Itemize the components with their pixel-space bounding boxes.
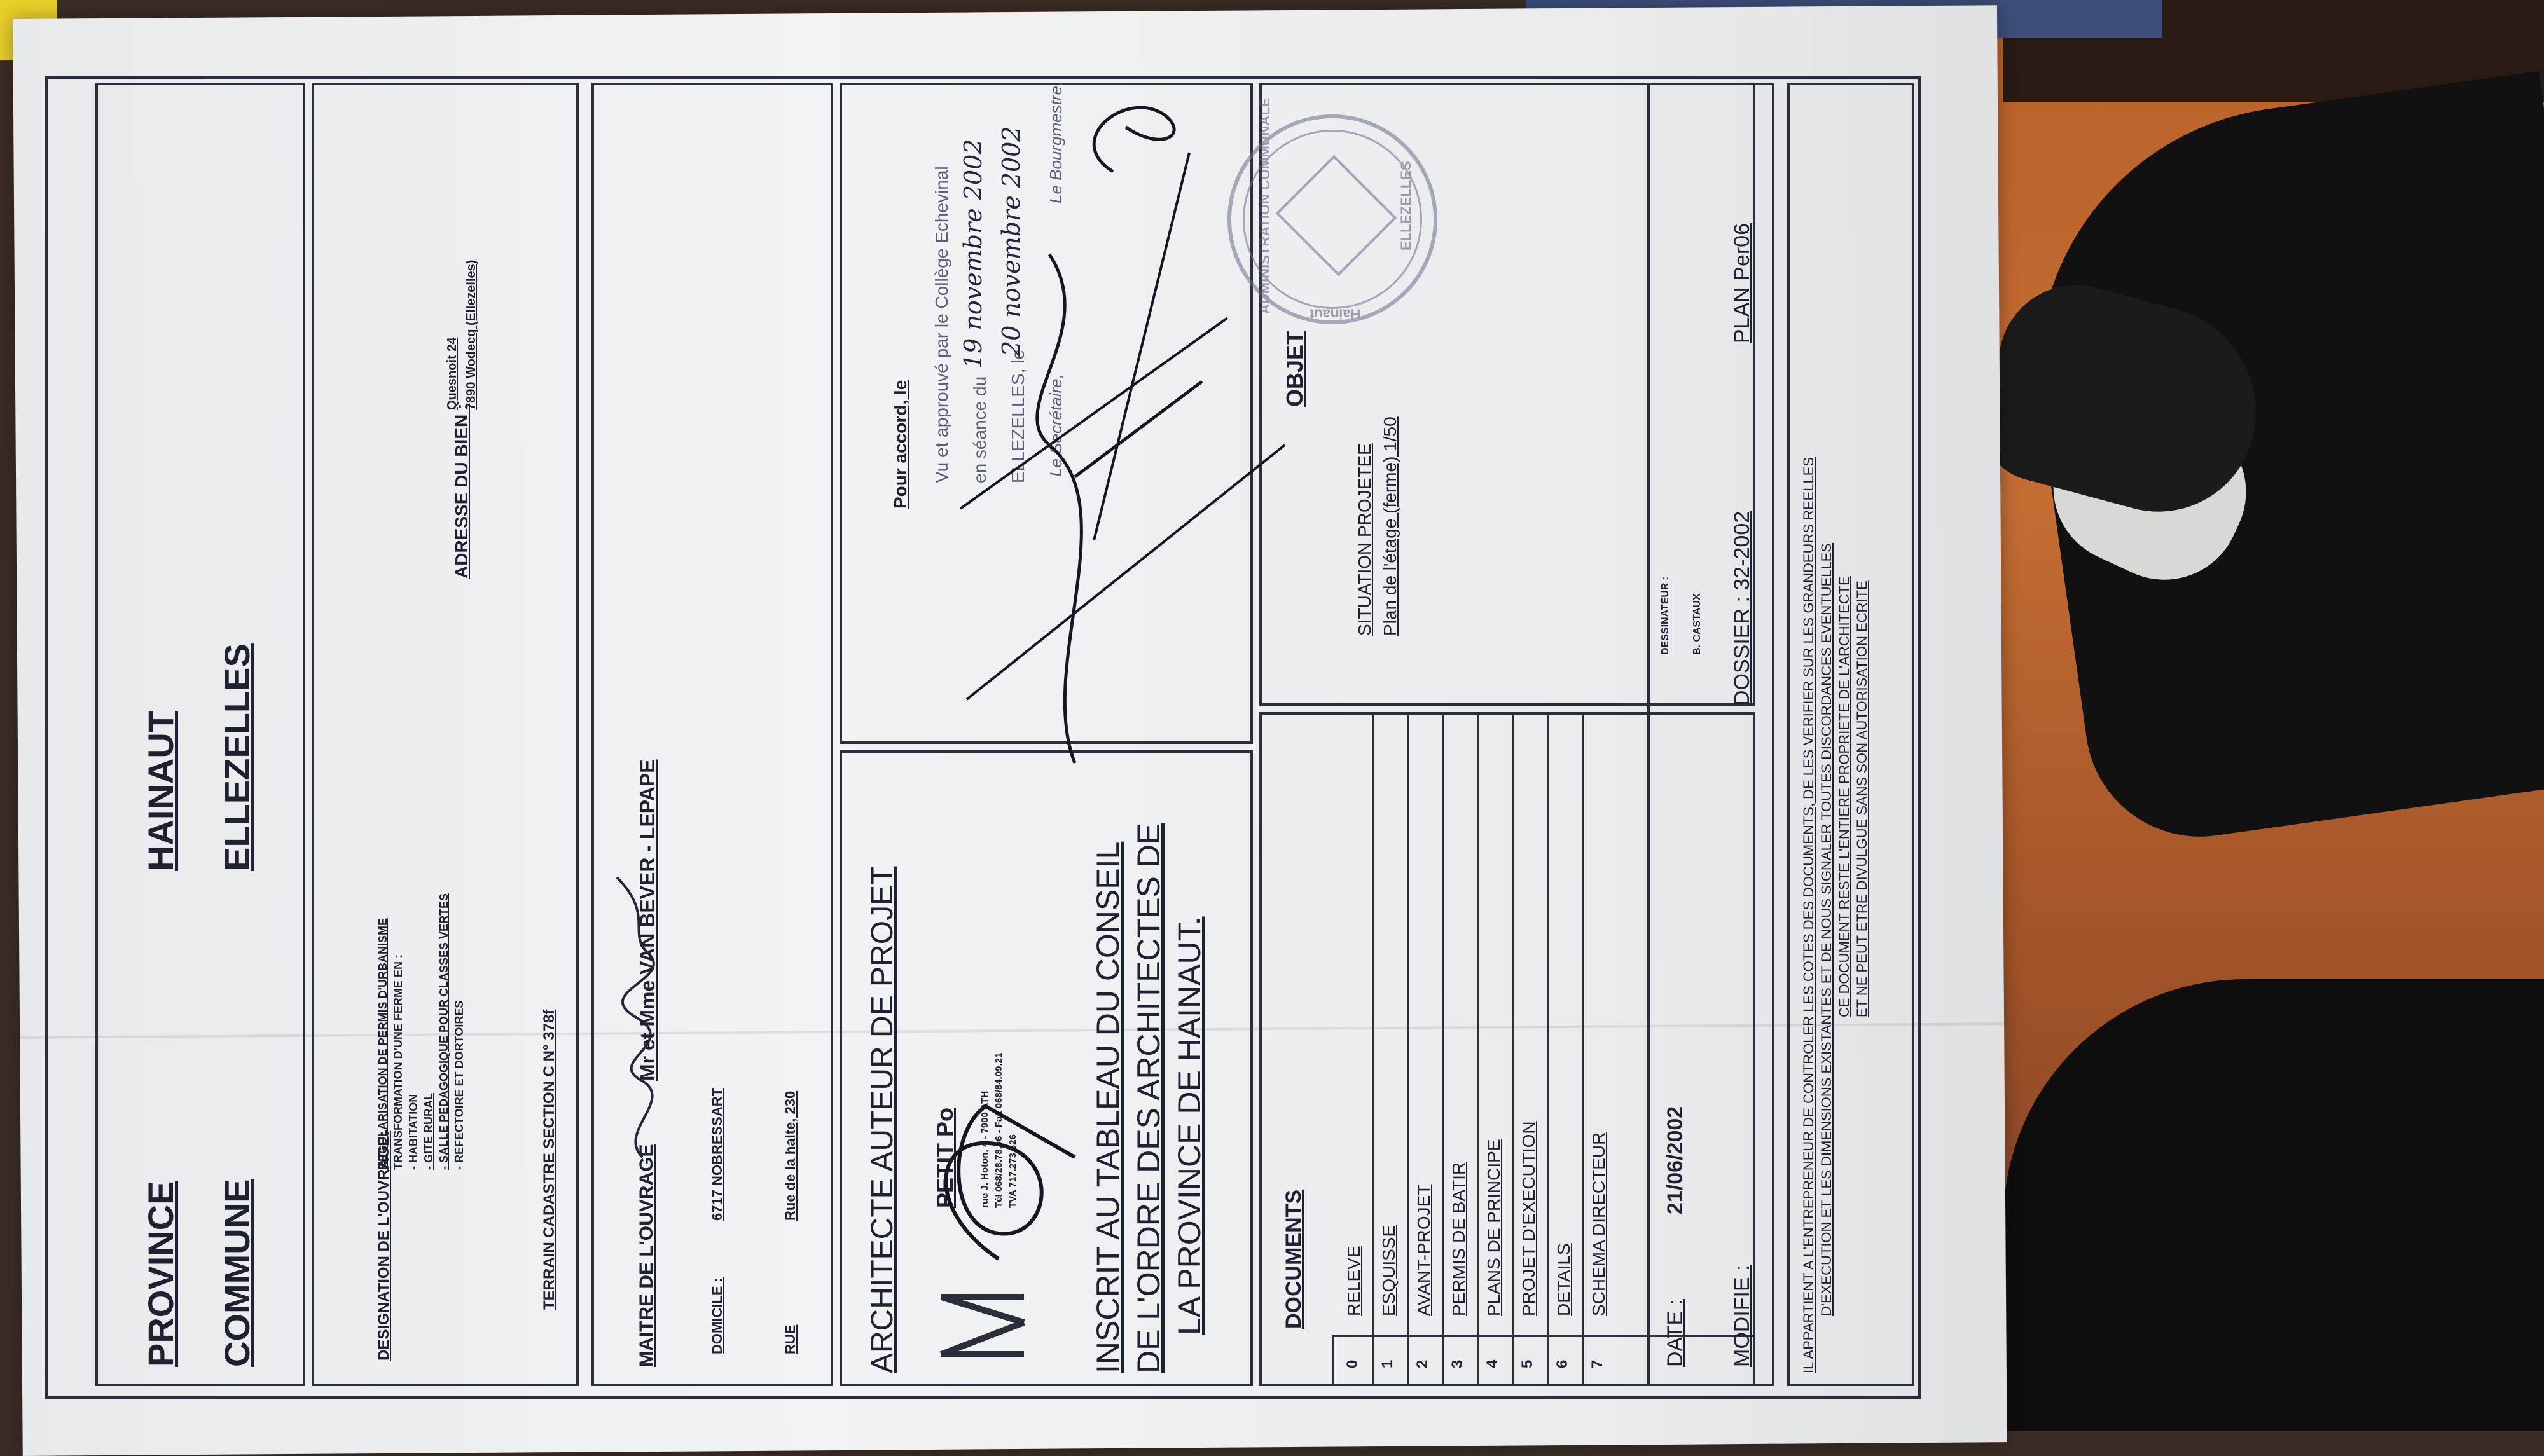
domicile-value: 6717 NOBRESSART: [709, 1087, 725, 1221]
accord-line2-prefix: en séance du: [970, 376, 990, 483]
accord-label: Pour accord, le: [890, 380, 910, 509]
documents-list: [1339, 712, 1619, 1386]
document-label: SCHEMA DIRECTEUR: [1589, 1132, 1608, 1316]
designation-line: TRANSFORMATION D'UNE FERME EN :: [392, 954, 404, 1170]
maitre-name: Mr et Mme VAN BEVER - LEPAPE: [636, 759, 659, 1081]
document-label: PLANS DE PRINCIPE: [1484, 1139, 1504, 1316]
document-row: [1514, 712, 1549, 1386]
document-label: PROJET D'EXECUTION: [1519, 1121, 1538, 1316]
designation-box: [312, 83, 579, 1386]
commune-label: COMMUNE: [217, 1179, 257, 1367]
adresse-line1: Quesnoit 24: [445, 337, 459, 410]
rue-value: Rue de la halte, 230: [782, 1090, 798, 1221]
architecte-tva: TVA 717.273.626: [1007, 1134, 1018, 1208]
stamp-bottom-text: ELLEZELLES: [1398, 161, 1414, 251]
accord-line1: Vu et approuvé par le Collège Echevinal: [932, 166, 951, 483]
municipal-stamp: [1227, 97, 1437, 324]
disclaimer-line: IL APPARTIENT A L'ENTREPRENEUR DE CONTROLER LES COTES DES DOCUMENTS, DE LES VERIFIER SUR LES GRANDEURS REELLES: [1801, 457, 1816, 1373]
stamp-top-text: ADMINISTRATION COMMUNALE: [1257, 97, 1273, 314]
inscrit-line: DE L'ORDRE DES ARCHITECTES DE: [1131, 823, 1166, 1373]
document-label: ESQUISSE: [1379, 1225, 1399, 1316]
documents-label: DOCUMENTS: [1282, 1189, 1306, 1329]
terrain-cadastre: TERRAIN CADASTRE SECTION C N° 378f: [541, 1009, 558, 1310]
inscrit-line: LA PROVINCE DE HAINAUT.: [1172, 916, 1207, 1335]
architecte-name: PETIT Po: [932, 1107, 958, 1208]
objet-line1: SITUATION PROJETEE: [1355, 443, 1374, 636]
inscrit-block: [1088, 823, 1210, 1373]
document-label: RELEVE: [1344, 1246, 1364, 1316]
accord-line3-handwritten: 20 novembre 2002: [997, 126, 1025, 356]
objet-label: OBJET: [1282, 330, 1308, 407]
domicile-label: DOMICILE :: [709, 1277, 725, 1354]
disclaimer-text: [1800, 102, 1871, 1373]
header-box: [95, 83, 305, 1386]
architect-logo: [929, 1265, 1030, 1361]
document-label: DETAILS: [1554, 1243, 1573, 1316]
province-name: HAINAUT: [141, 711, 181, 871]
accord-line3-prefix: ELLEZELLES, le: [1008, 349, 1028, 483]
document-number: 2: [1414, 1359, 1431, 1368]
document-number: 5: [1519, 1359, 1536, 1368]
rue-label: RUE: [782, 1324, 798, 1354]
document-row: [1444, 712, 1479, 1386]
disclaimer-line: CE DOCUMENT RESTE L'ENTIERE PROPRIETE DE L'ARCHITECTE: [1836, 576, 1852, 1017]
document-number: 7: [1589, 1359, 1606, 1368]
designation-text: [375, 893, 467, 1170]
designation-line: - HABITATION: [407, 1094, 420, 1170]
designation-label: DESIGNATION DE L'OUVRAGE:: [375, 1130, 392, 1361]
document-row: [1339, 712, 1374, 1386]
disclaimer-line: ET NE PEUT ETRE DIVULGUE SANS SON AUTORISATION ECRITE: [1854, 580, 1870, 1017]
date-value: 21/06/2002: [1663, 1106, 1687, 1214]
document-number: 1: [1379, 1359, 1396, 1368]
accord-line2-handwritten: 19 novembre 2002: [959, 139, 987, 369]
inscrit-line: INSCRIT AU TABLEAU DU CONSEIL: [1090, 841, 1126, 1373]
designation-line: REGULARISATION DE PERMIS D'URBANISME: [377, 918, 389, 1170]
maitre-label: MAITRE DE L'OUVRAGE: [636, 1144, 657, 1367]
adresse-line2: 7890 Wodecq (Ellezelles): [464, 259, 478, 410]
architecte-address: rue J. Hoton, 4 - 7900 ATH: [979, 1090, 990, 1208]
secretaire-label: Le Secrétaire,: [1046, 374, 1065, 477]
document-number: 4: [1484, 1359, 1501, 1368]
document-row: [1409, 712, 1444, 1386]
logo-stroke-2: [941, 1297, 1024, 1322]
document-label: PERMIS DE BATIR: [1449, 1162, 1469, 1316]
plan-number: PLAN Per06: [1730, 223, 1754, 343]
disclaimer-line: D'EXECUTION ET LES DIMENSIONS EXISTANTES ET DE NOUS SIGNALER TOUTES DISCORDANCES EVENTUELLES: [1818, 542, 1834, 1316]
designation-line: - GITE RURAL: [422, 1093, 435, 1170]
stamp-left-text: Hainaut: [1309, 306, 1361, 322]
architecte-phone: Tél 068/28.78.96 - Fax 068/84.09.21: [993, 1052, 1004, 1208]
date-label: DATE :: [1663, 1298, 1687, 1367]
document-number: 3: [1449, 1359, 1466, 1368]
document-row: [1549, 712, 1584, 1386]
modifie-label: MODIFIE :: [1730, 1265, 1754, 1367]
title-block: [45, 76, 1921, 1399]
province-label: PROVINCE: [141, 1181, 181, 1367]
architecte-label: ARCHITECTE AUTEUR DE PROJET: [866, 866, 899, 1373]
bourgmestre-label: Le Bourgmestre,: [1046, 81, 1065, 203]
adresse-label: ADRESSE DU BIEN :: [452, 403, 471, 579]
dessinateur-value: B. CASTAUX: [1692, 593, 1703, 655]
logo-stroke-1: [941, 1322, 1024, 1354]
designation-line: - SALLE PEDAGOGIQUE POUR CLASSES VERTES: [438, 893, 450, 1170]
commune-name: ELLEZELLES: [217, 643, 257, 871]
document-row: [1374, 712, 1409, 1386]
document-row: [1584, 712, 1619, 1386]
document-label: AVANT-PROJET: [1414, 1184, 1434, 1316]
dossier-number: DOSSIER : 32-2002: [1730, 511, 1754, 706]
dessinateur-label: DESSINATEUR :: [1660, 576, 1671, 655]
designation-line: - REFECTOIRE ET DORTOIRES: [453, 1000, 466, 1170]
document-row: [1479, 712, 1514, 1386]
trouser-leg-lower: [2003, 979, 2544, 1431]
document-number: 0: [1344, 1359, 1361, 1368]
objet-line2: Plan de l'étage (ferme) 1/50: [1380, 416, 1400, 636]
document-number: 6: [1554, 1359, 1571, 1368]
